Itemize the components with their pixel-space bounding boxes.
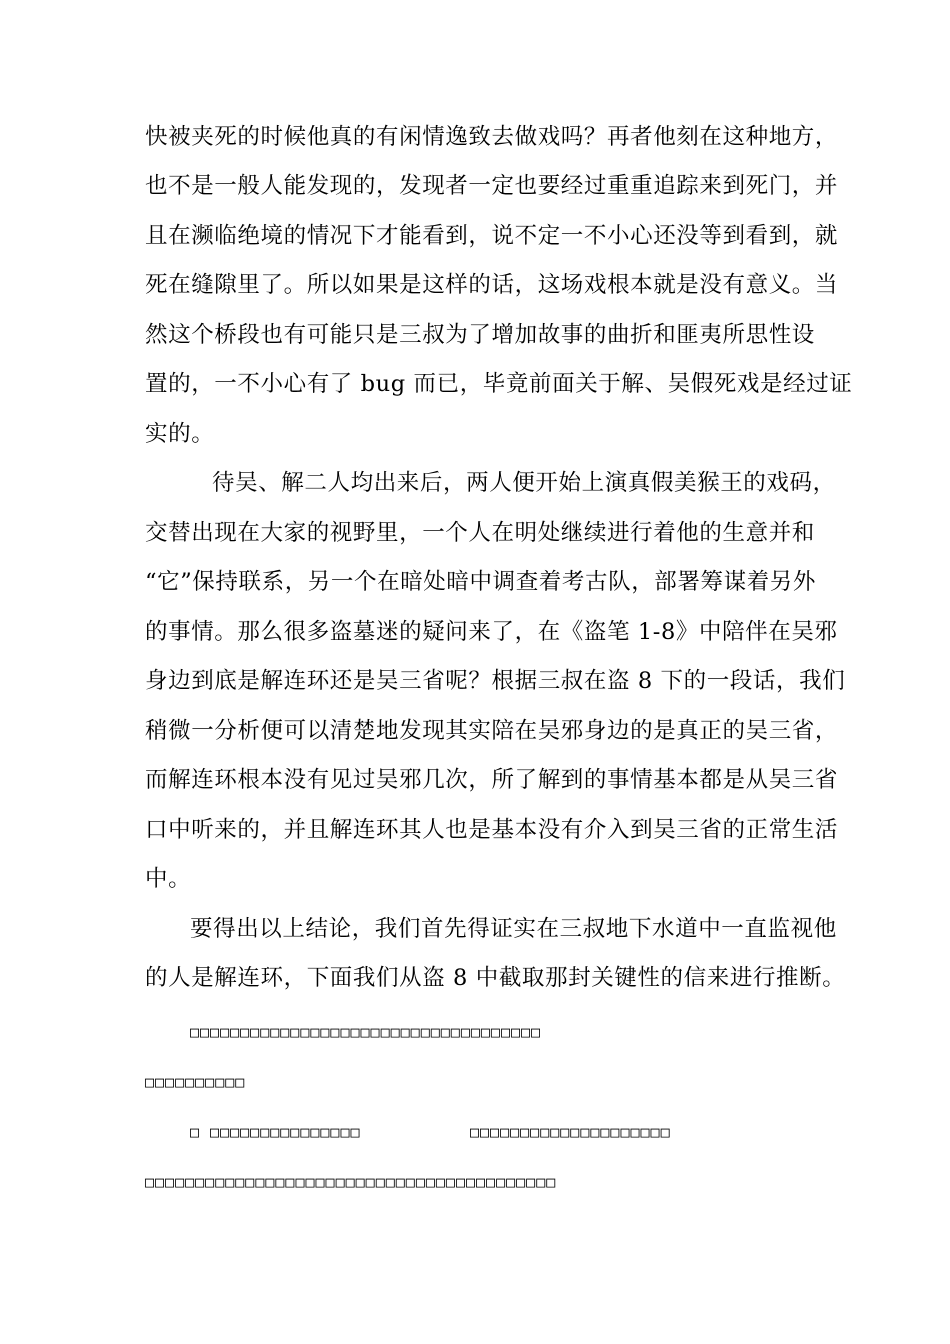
garbled-text-line: □□□□□□□□□□□□□□□□□□□□□□□□□□□□□□□□□□□ (190, 1023, 542, 1041)
garbled-text-line: □□□□□□□□□□ (145, 1073, 246, 1091)
garbled-text-line: □□□□□□□□□□□□□□□□□□□□ (470, 1123, 671, 1141)
paragraph2-line: 稍微一分析便可以清楚地发现其实陪在吴邪身边的是真正的吴三省， (145, 718, 839, 744)
paragraph1-line: 置的，一不小心有了 bug 而已，毕竟前面关于解、吴假死戏是经过证 (145, 371, 853, 397)
paragraph2-line: 待吴、解二人均出来后，两人便开始上演真假美猴王的戏码， (212, 470, 836, 496)
paragraph2-line: 交替出现在大家的视野里，一个人在明处继续进行着他的生意并和 (145, 520, 815, 546)
paragraph2-line: 口中听来的，并且解连环其人也是基本没有介入到吴三省的正常生活 (145, 817, 839, 843)
paragraph1-line: 快被夹死的时候他真的有闲情逸致去做戏吗？再者他刻在这种地方， (145, 124, 839, 150)
paragraph3-line: 要得出以上结论，我们首先得证实在三叔地下水道中一直监视他 (190, 916, 837, 942)
paragraph2-line: 中。 (145, 866, 192, 892)
paragraph2-line: 而解连环根本没有见过吴邪几次，所了解到的事情基本都是从吴三省 (145, 767, 839, 793)
paragraph1-line: 也不是一般人能发现的，发现者一定也要经过重重追踪来到死门，并 (145, 173, 839, 199)
paragraph1-line: 死在缝隙里了。所以如果是这样的话，这场戏根本就是没有意义。当 (145, 272, 839, 298)
paragraph2-line: “它”保持联系，另一个在暗处暗中调查着考古队，部署筹谋着另外 (145, 569, 817, 595)
paragraph1-line: 然这个桥段也有可能只是三叔为了增加故事的曲折和匪夷所思性设 (145, 322, 815, 348)
paragraph2-line: 的事情。那么很多盗墓迷的疑问来了，在《盗笔 1-8》中陪伴在吴邪 (145, 619, 838, 645)
paragraph2-line: 身边到底是解连环还是吴三省呢？根据三叔在盗 8 下的一段话，我们 (145, 668, 846, 694)
paragraph1-line: 实的。 (145, 421, 215, 447)
garbled-text-line: □□□□□□□□□□□□□□□□□□□□□□□□□□□□□□□□□□□□□□□□□ (145, 1173, 557, 1191)
paragraph3-line: 的人是解连环，下面我们从盗 8 中截取那封关键性的信来进行推断。 (145, 965, 846, 991)
paragraph1-line: 且在濒临绝境的情况下才能看到，说不定一不小心还没等到看到，就 (145, 223, 839, 249)
garbled-text-line: □ □□□□□□□□□□□□□□□ (190, 1123, 361, 1141)
